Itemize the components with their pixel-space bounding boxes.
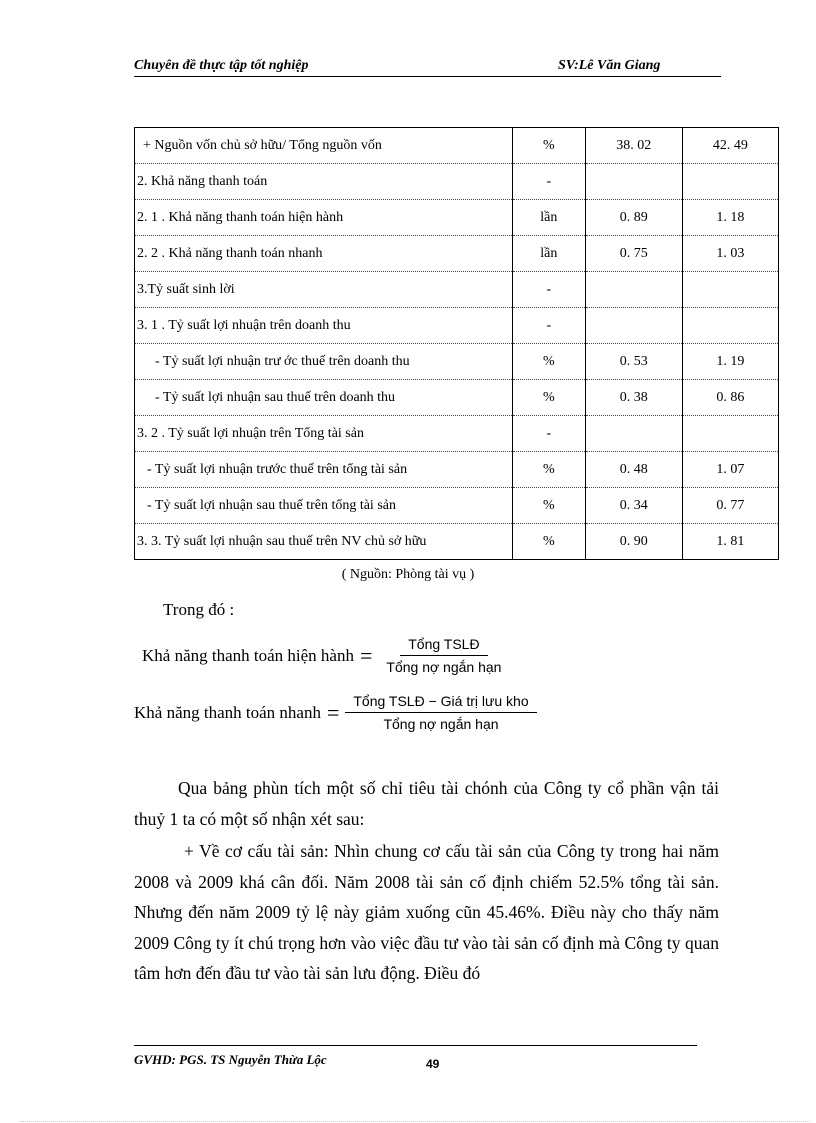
row-label: 2. 1 . Khả năng thanh toán hiện hành bbox=[135, 200, 513, 236]
row-label: 2. Khả năng thanh toán bbox=[135, 164, 513, 200]
row-unit: - bbox=[512, 164, 585, 200]
table-row bbox=[135, 452, 779, 488]
row-value-2009: 1. 07 bbox=[682, 452, 778, 488]
financial-ratios-table bbox=[134, 127, 779, 560]
row-unit: - bbox=[512, 272, 585, 308]
table-row bbox=[135, 200, 779, 236]
table-row bbox=[135, 128, 779, 164]
row-label: 3.Tỷ suất sinh lời bbox=[135, 272, 513, 308]
row-label: - Tỷ suất lợi nhuận trư ớc thuế trên doanh thu bbox=[135, 344, 513, 380]
header-title: Chuyên đề thực tập tốt nghiệp bbox=[134, 58, 309, 73]
paragraph-asset-structure: + Về cơ cấu tài sản: Nhìn chung cơ cấu tài sản của Công ty trong hai năm 2008 và 2009 khá cân đối. Năm 2008 tài sản cố định chiếm 52.5% tổng tài sản. Nhưng đến năm 2009 tỷ lệ này giảm xuống cũn 45.46%. Điều này cho thấy năm 2009 Công ty ít chú trọng hơn vào việc đầu tư vào tài sản cố định mà Công ty quan tâm hơn đến đầu tư vào tài sản lưu động. Điều đó bbox=[134, 841, 719, 983]
footer-supervisor: GVHD: PGS. TS Nguyễn Thừa Lộc bbox=[134, 1052, 327, 1067]
row-value-2008: 0. 53 bbox=[585, 344, 682, 380]
row-value-2008 bbox=[585, 308, 682, 344]
row-value-2009: 1. 03 bbox=[682, 236, 778, 272]
table-row bbox=[135, 416, 779, 452]
row-unit: lần bbox=[512, 200, 585, 236]
row-label: - Tỷ suất lợi nhuận sau thuế trên doanh thu bbox=[135, 380, 513, 416]
row-unit: - bbox=[512, 416, 585, 452]
row-label: - Tỷ suất lợi nhuận trước thuế trên tổng tài sản bbox=[135, 452, 513, 488]
page-number: 49 bbox=[426, 1057, 440, 1071]
row-value-2008: 0. 38 bbox=[585, 380, 682, 416]
row-unit: % bbox=[512, 128, 585, 164]
row-label: + Nguồn vốn chủ sở hữu/ Tổng nguồn vốn bbox=[135, 128, 513, 164]
row-value-2008 bbox=[585, 164, 682, 200]
row-value-2008: 0. 34 bbox=[585, 488, 682, 524]
analysis-text bbox=[134, 773, 719, 989]
row-label: 3. 2 . Tỷ suất lợi nhuận trên Tổng tài sản bbox=[135, 416, 513, 452]
fraction-numerator: Tổng TSLĐ − Giá trị lưu kho bbox=[345, 693, 536, 713]
table-row bbox=[135, 488, 779, 524]
row-value-2009: 0. 77 bbox=[682, 488, 778, 524]
fraction-denominator: Tổng nợ ngắn hạn bbox=[383, 716, 499, 732]
fraction-denominator: Tổng nợ ngắn hạn bbox=[386, 659, 502, 675]
row-value-2008: 0. 48 bbox=[585, 452, 682, 488]
row-unit: % bbox=[512, 344, 585, 380]
table-row bbox=[135, 380, 779, 416]
page-header bbox=[134, 56, 721, 77]
formula-quick-ratio bbox=[134, 693, 537, 732]
row-value-2009: 1. 81 bbox=[682, 524, 778, 560]
row-label: - Tỷ suất lợi nhuận sau thuế trên tổng tài sản bbox=[135, 488, 513, 524]
where-label: Trong đó : bbox=[163, 600, 235, 619]
row-value-2008: 0. 89 bbox=[585, 200, 682, 236]
row-label: 3. 3. Tỷ suất lợi nhuận sau thuế trên NV chủ sở hữu bbox=[135, 524, 513, 560]
fraction bbox=[378, 636, 509, 675]
formula-current-ratio bbox=[142, 636, 509, 675]
equals-sign: = bbox=[326, 699, 340, 725]
table-row bbox=[135, 344, 779, 380]
row-value-2009: 1. 18 bbox=[682, 200, 778, 236]
row-value-2008: 38. 02 bbox=[585, 128, 682, 164]
formula-current-lhs: Khả năng thanh toán hiện hành bbox=[142, 645, 354, 665]
row-value-2009 bbox=[682, 164, 778, 200]
row-value-2009 bbox=[682, 308, 778, 344]
table-row bbox=[135, 164, 779, 200]
row-value-2008: 0. 90 bbox=[585, 524, 682, 560]
row-value-2009 bbox=[682, 272, 778, 308]
footer-divider bbox=[134, 1045, 697, 1046]
row-unit: % bbox=[512, 380, 585, 416]
row-value-2009: 0. 86 bbox=[682, 380, 778, 416]
fraction-numerator: Tổng TSLĐ bbox=[400, 636, 487, 656]
row-unit: % bbox=[512, 488, 585, 524]
table-row bbox=[135, 236, 779, 272]
row-unit: % bbox=[512, 452, 585, 488]
table-source: ( Nguồn: Phòng tài vụ ) bbox=[341, 567, 475, 582]
paragraph-intro: Qua bảng phùn tích một số chỉ tiêu tài chónh của Công ty cổ phần vận tải thuỷ 1 ta có một số nhận xét sau: bbox=[134, 778, 719, 829]
row-value-2009 bbox=[682, 416, 778, 452]
row-value-2008: 0. 75 bbox=[585, 236, 682, 272]
row-value-2008 bbox=[585, 272, 682, 308]
row-unit: % bbox=[512, 524, 585, 560]
row-value-2009: 42. 49 bbox=[682, 128, 778, 164]
row-unit: lần bbox=[512, 236, 585, 272]
fraction bbox=[345, 693, 536, 732]
row-label: 2. 2 . Khả năng thanh toán nhanh bbox=[135, 236, 513, 272]
page-edge-divider bbox=[20, 1121, 810, 1122]
row-label: 3. 1 . Tỷ suất lợi nhuận trên doanh thu bbox=[135, 308, 513, 344]
equals-sign: = bbox=[359, 642, 373, 668]
row-value-2009: 1. 19 bbox=[682, 344, 778, 380]
formula-quick-lhs: Khả năng thanh toán nhanh bbox=[134, 702, 321, 722]
row-unit: - bbox=[512, 308, 585, 344]
table-row bbox=[135, 308, 779, 344]
header-author: SV:Lê Văn Giang bbox=[558, 58, 661, 73]
table-row bbox=[135, 272, 779, 308]
row-value-2008 bbox=[585, 416, 682, 452]
table-row bbox=[135, 524, 779, 560]
